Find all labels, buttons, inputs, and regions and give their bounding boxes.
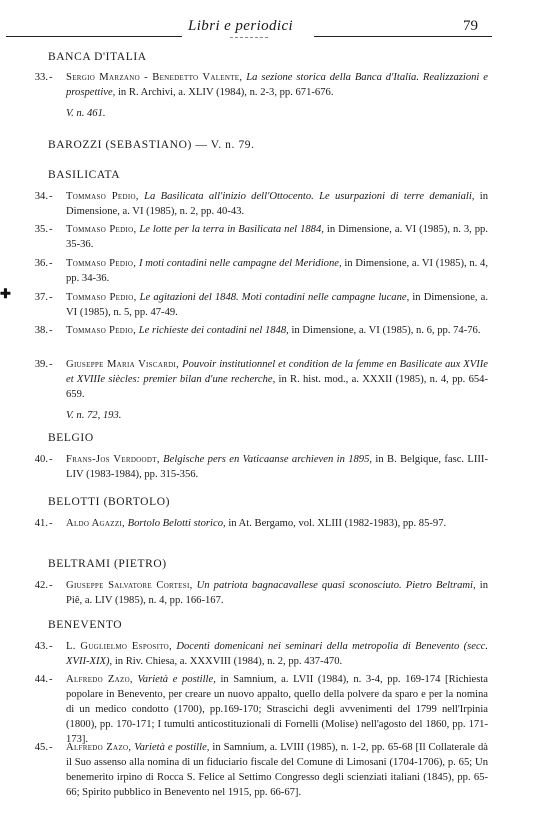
entry-number: 41. xyxy=(34,518,48,529)
entry-dash: - xyxy=(49,292,53,303)
entry-dash: - xyxy=(49,258,53,269)
entry-dash: - xyxy=(49,580,53,591)
entry-title: I moti contadini nelle campagne del Meridione, xyxy=(138,258,342,269)
entry-text xyxy=(66,452,488,482)
section-heading-belgio: BELGIO xyxy=(48,432,94,444)
entry-title: Varietà e postille, xyxy=(137,674,216,685)
entry-text xyxy=(66,578,488,608)
entry-number: 36. xyxy=(34,258,48,269)
entry-37 xyxy=(18,290,488,320)
entry-dash: - xyxy=(49,359,53,370)
entry-number: 43. xyxy=(34,641,48,652)
entry-dash: - xyxy=(49,454,53,465)
entry-source: in Piê, a. LIV (1985), n. 4, pp. 166-167. xyxy=(66,580,489,606)
entry-43 xyxy=(18,639,488,669)
entry-number: 42. xyxy=(34,580,48,591)
entry-title: Docenti domenicani nei seminari della metropolia di Benevento (secc. XVII-XIX), xyxy=(66,641,489,667)
entry-number: 35. xyxy=(34,224,48,235)
entry-text xyxy=(66,323,488,338)
entry-author: Aldo Agazzi, xyxy=(66,518,125,529)
entry-author: Giuseppe Salvatore Cortesi, xyxy=(66,580,193,591)
entry-35 xyxy=(18,222,488,252)
section-heading-banca-italia: BANCA D'ITALIA xyxy=(48,51,147,63)
entry-number: 39. xyxy=(34,359,48,370)
entry-source: in Dimensione, a. VI (1985), n. 5, pp. 47-49. xyxy=(66,292,488,318)
entry-author: Tommaso Pedio, xyxy=(66,224,137,235)
entry-number: 37. xyxy=(34,292,48,303)
entry-dash: - xyxy=(49,742,53,753)
entry-title: Varietà e postille, xyxy=(134,742,210,753)
entry-title: Belgische pers en Vaticaanse archieven in 1895, xyxy=(163,454,373,465)
entry-text xyxy=(66,357,488,402)
entry-title: La sezione storica della Banca d'Italia. Realizzazioni e prospettive, xyxy=(66,72,488,98)
entry-text xyxy=(66,516,488,531)
entry-author: Tommaso Pedio, xyxy=(66,325,137,336)
entry-title: Bortolo Belotti storico, xyxy=(127,518,226,529)
entry-source: in R. Archivi, a. XLIV (1984), n. 2-3, pp. 671-676. xyxy=(117,87,334,98)
cross-reference: V. n. 72, 193. xyxy=(66,410,122,421)
section-heading-beltrami: BELTRAMI (PIETRO) xyxy=(48,558,167,570)
entry-source: in Samnium, a. LVIII (1985), n. 1-2, pp. 65-68 [Il Collaterale dà il Suo assenso alla nomina di un fiduciario fiscale del Comune di Limosani (1704-1706), p. 65; Un benemerito irpino di Rocca S. Felice al Settimo Congresso degli scienziati italiani (1845), pp. 65-66; Spirito pubblico in Benevento nel 1915, pp. 66-67]. xyxy=(66,742,488,798)
entry-36 xyxy=(18,256,488,286)
entry-author: Tommaso Pedio, xyxy=(66,258,137,269)
entry-45 xyxy=(18,740,488,800)
entry-source: in At. Bergamo, vol. XLIII (1982-1983), pp. 85-97. xyxy=(228,518,447,529)
entry-title: Pouvoir institutionnel et condition de la femme en Basilicate aux XVIIe et XVIIIe siècles: premier bilan d'une recherche, xyxy=(66,359,489,385)
entry-author: Sergio Marzano - Benedetto Valente, xyxy=(66,72,243,83)
entry-text xyxy=(66,639,488,669)
entry-source: in Dimensione, a. VI (1985), n. 3, pp. 35-36. xyxy=(66,224,488,250)
entry-42 xyxy=(18,578,488,608)
entry-44 xyxy=(18,672,488,747)
entry-text xyxy=(66,70,488,100)
entry-text xyxy=(66,740,488,800)
entry-40 xyxy=(18,452,488,482)
entry-41 xyxy=(18,516,488,531)
entry-text xyxy=(66,290,488,320)
entry-title: Le agitazioni del 1848. Moti contadini nelle campagne lucane, xyxy=(139,292,410,303)
entry-author: Alfredo Zazo, xyxy=(66,674,133,685)
section-heading-basilicata: BASILICATA xyxy=(48,169,121,181)
entry-number: 44. xyxy=(34,674,48,685)
entry-source: in R. hist. mod., a. XXXII (1985), n. 4, pp. 654-659. xyxy=(66,374,488,400)
entry-dash: - xyxy=(49,641,53,652)
entry-source: in Dimensione, a. VI (1985), n. 2, pp. 40-43. xyxy=(66,191,489,217)
entry-38 xyxy=(18,323,488,338)
header-rule-left xyxy=(6,36,182,37)
entry-text xyxy=(66,222,488,252)
entry-source: in Dimensione, a. VI (1985), n. 6, pp. 74-76. xyxy=(291,325,481,336)
entry-author: L. Guglielmo Esposito, xyxy=(66,641,172,652)
running-title: Libri e periodici xyxy=(188,18,294,34)
entry-39 xyxy=(18,357,488,402)
entry-text xyxy=(66,672,488,747)
entry-text xyxy=(66,256,488,286)
entry-title: Un patriota bagnacavallese quasi sconosciuto. Pietro Beltrami, xyxy=(196,580,476,591)
entry-dash: - xyxy=(49,325,53,336)
page-header xyxy=(0,14,550,44)
entry-source: in Dimensione, a. VI (1985), n. 4, pp. 34-36. xyxy=(66,258,489,284)
page-number: 79 xyxy=(463,18,478,34)
entry-title: Le lotte per la terra in Basilicata nel 1884, xyxy=(139,224,324,235)
entry-source: in Samnium, a. LVII (1984), n. 3-4, pp. 169-174 [Richiesta popolare in Benevento, per creare un nuovo appalto, quello della polvere da sparo e per la nomina di un medico condotto (1700), pp.169-170; Strascichi degli avvenimenti del 1799 nell'Irpinia (1800), pp. 170-171; I tumulti anticostituzionali di Fornelli (Molise) nell'agosto del 1860, pp. 171-173]. xyxy=(66,674,488,745)
cross-reference: V. n. 461. xyxy=(66,108,106,119)
entry-33 xyxy=(18,70,488,100)
header-rule-mid xyxy=(230,37,268,38)
entry-title: Le richieste dei contadini nel 1848, xyxy=(138,325,289,336)
entry-author: Giuseppe Maria Viscardi, xyxy=(66,359,180,370)
entry-dash: - xyxy=(49,518,53,529)
entry-source: in B. Belgique, fasc. LIII-LIV (1983-1984), pp. 315-356. xyxy=(66,454,488,480)
entry-dash: - xyxy=(49,72,53,83)
entry-dash: - xyxy=(49,191,53,202)
entry-author: Tommaso Pedio, xyxy=(66,191,139,202)
entry-dash: - xyxy=(49,674,53,685)
entry-source: in Riv. Chiesa, a. XXXVIII (1984), n. 2, pp. 437-470. xyxy=(114,656,343,667)
header-rule-right xyxy=(314,36,492,37)
entry-number: 33. xyxy=(34,72,48,83)
entry-number: 38. xyxy=(34,325,48,336)
entry-34 xyxy=(18,189,488,219)
entry-number: 45. xyxy=(34,742,48,753)
entry-text xyxy=(66,189,488,219)
entry-number: 40. xyxy=(34,454,48,465)
section-heading-barozzi: BAROZZI (SEBASTIANO) — V. n. 79. xyxy=(48,139,255,151)
section-heading-benevento: BENEVENTO xyxy=(48,619,123,631)
margin-mark-icon: ✚ xyxy=(0,286,11,301)
entry-author: Frans-Jos Verdoodt, xyxy=(66,454,160,465)
entry-number: 34. xyxy=(34,191,48,202)
entry-title: La Basilicata all'inizio dell'Ottocento. Le usurpazioni di terre demaniali, xyxy=(144,191,475,202)
section-heading-belotti: BELOTTI (BORTOLO) xyxy=(48,496,171,508)
entry-author: Tommaso Pedio, xyxy=(66,292,137,303)
entry-dash: - xyxy=(49,224,53,235)
entry-author: Alfredo Zazo, xyxy=(66,742,132,753)
